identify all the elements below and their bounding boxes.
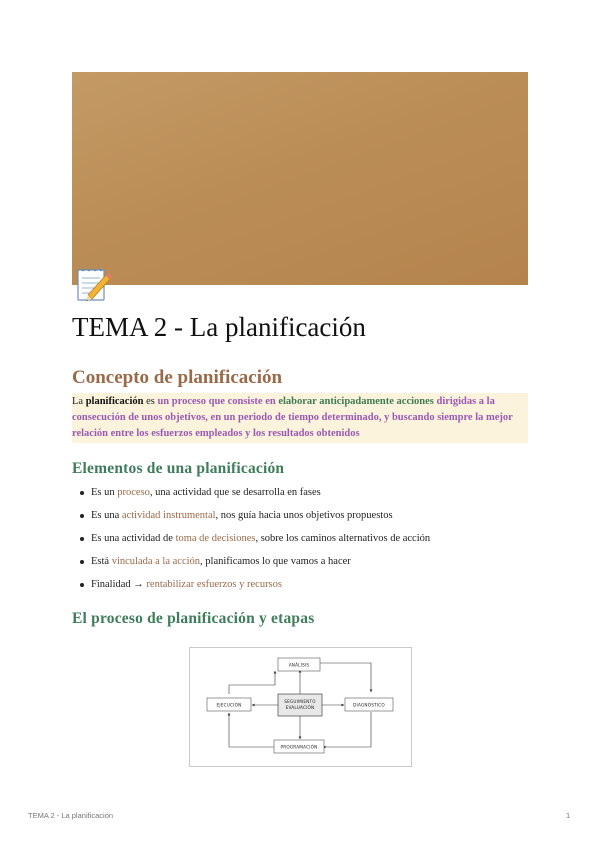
item-text: , planificamos lo que vamos a hacer bbox=[200, 556, 351, 567]
item-text: Es una bbox=[91, 510, 122, 521]
label-programacion: PROGRAMACIÓN bbox=[280, 744, 318, 750]
list-item bbox=[72, 507, 532, 530]
arrow-ejecucion-analisis bbox=[229, 671, 275, 694]
label-evaluacion: EVALUACIÓN bbox=[285, 705, 315, 710]
item-accent: vinculada a la acción bbox=[111, 556, 201, 567]
page-number: 1 bbox=[566, 811, 571, 820]
planning-cycle-diagram bbox=[189, 647, 412, 767]
arrow-analisis-diagnostico bbox=[319, 663, 371, 692]
callout-intro: La bbox=[72, 396, 86, 407]
callout-term: planificación bbox=[85, 396, 144, 407]
callout-part1: un proceso que consiste en bbox=[157, 396, 276, 407]
label-analisis: ANÁLISIS bbox=[288, 662, 310, 668]
notepad-pencil-icon bbox=[74, 264, 114, 304]
item-text: Está bbox=[91, 556, 112, 567]
item-text: Es un bbox=[91, 487, 118, 498]
footer-title: TEMA 2 - La planificación bbox=[28, 811, 114, 820]
elementos-list bbox=[72, 484, 532, 599]
item-text: , nos guía hacia unos objetivos propuestos bbox=[215, 510, 393, 521]
item-text: Es una actividad de bbox=[91, 533, 176, 544]
list-item bbox=[72, 553, 532, 576]
label-ejecucion: EJECUCIÓN bbox=[216, 702, 242, 708]
section-heading-proceso: El proceso de planificación y etapas bbox=[72, 610, 315, 627]
callout-es: es bbox=[143, 396, 158, 407]
arrow-programacion-ejecucion bbox=[229, 713, 274, 747]
callout-part3: dirigidas a la consecución de unos objetivos, en un periodo de tiempo determinado, y buscando siempre la mejor relación entre los esfuerzos empleados y los resultados obtenidos bbox=[72, 396, 513, 439]
callout-part2: elaborar anticipadamente acciones bbox=[275, 396, 434, 407]
label-seguimiento: SEGUIMIENTO bbox=[284, 699, 316, 704]
arrow-diagnostico-programacion bbox=[323, 712, 371, 747]
item-text: Finalidad → bbox=[91, 579, 147, 590]
cover-image bbox=[72, 72, 528, 285]
section-heading-elementos: Elementos de una planificación bbox=[72, 460, 285, 477]
item-accent: toma de decisiones bbox=[175, 533, 256, 544]
item-accent: rentabilizar esfuerzos y recursos bbox=[146, 579, 282, 590]
item-accent: proceso bbox=[117, 487, 150, 498]
item-accent: actividad instrumental bbox=[121, 510, 216, 521]
section-heading-concepto: Concepto de planificación bbox=[72, 367, 283, 388]
page-title: TEMA 2 - La planificación bbox=[72, 312, 366, 342]
label-diagnostico: DIAGNÓSTICO bbox=[353, 702, 385, 708]
list-item bbox=[72, 484, 532, 507]
list-item bbox=[72, 530, 532, 553]
definition-callout bbox=[72, 393, 528, 443]
item-text: , una actividad que se desarrolla en fases bbox=[149, 487, 321, 498]
item-text: , sobre los caminos alternativos de acción bbox=[255, 533, 431, 544]
list-item bbox=[72, 576, 532, 599]
